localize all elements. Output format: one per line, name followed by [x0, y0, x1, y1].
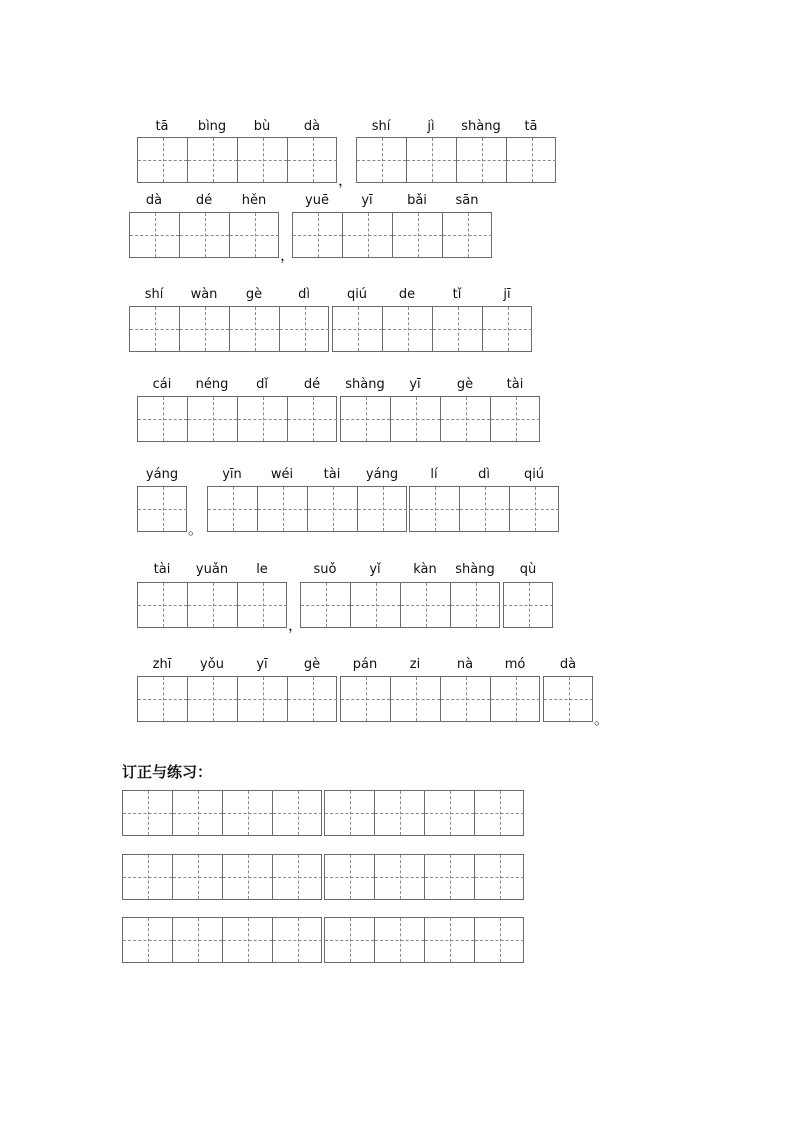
pinyin-syllable: jì — [427, 119, 435, 134]
character-box-group[interactable] — [207, 486, 407, 532]
writing-cell[interactable] — [506, 138, 556, 182]
writing-cell[interactable] — [257, 487, 307, 531]
writing-cell[interactable] — [222, 918, 272, 962]
punctuation-mark: ， — [280, 246, 296, 264]
pinyin-syllable: qiú — [523, 467, 545, 482]
writing-cell[interactable] — [187, 138, 237, 182]
writing-cell[interactable] — [307, 487, 357, 531]
pinyin-syllable: tǐ — [452, 287, 462, 302]
pinyin-syllable: yáng — [145, 467, 179, 482]
pinyin-syllable: zhī — [152, 657, 172, 672]
punctuation-mark: ， — [338, 171, 354, 189]
writing-cell[interactable] — [237, 397, 287, 441]
writing-cell[interactable] — [172, 855, 222, 899]
pinyin-syllable: suǒ — [313, 562, 337, 577]
writing-cell[interactable] — [272, 918, 322, 962]
pinyin-syllable: le — [256, 562, 268, 577]
practice-box-group[interactable] — [122, 790, 322, 836]
character-box-group[interactable] — [129, 212, 279, 258]
character-box-group[interactable] — [409, 486, 559, 532]
writing-cell[interactable] — [279, 307, 329, 351]
writing-cell[interactable] — [172, 918, 222, 962]
pinyin-syllable: néng — [195, 377, 229, 392]
writing-cell[interactable] — [123, 918, 172, 962]
writing-cell[interactable] — [325, 791, 374, 835]
writing-cell[interactable] — [229, 307, 279, 351]
writing-cell[interactable] — [237, 138, 287, 182]
writing-cell[interactable] — [237, 677, 287, 721]
pinyin-syllable: yuē — [305, 193, 329, 208]
punctuation-mark: 。 — [594, 710, 610, 728]
pinyin-syllable: yǐ — [369, 562, 381, 577]
writing-cell[interactable] — [187, 677, 237, 721]
writing-cell[interactable] — [374, 918, 424, 962]
writing-cell[interactable] — [374, 855, 424, 899]
pinyin-syllable: yuǎn — [195, 562, 229, 577]
pinyin-syllable: bǎi — [407, 193, 427, 208]
pinyin-syllable: yī — [409, 377, 421, 392]
writing-cell[interactable] — [357, 487, 407, 531]
practice-box-group[interactable] — [122, 917, 322, 963]
pinyin-syllable: shí — [144, 287, 164, 302]
pinyin-syllable: gè — [303, 657, 321, 672]
writing-cell[interactable] — [392, 213, 442, 257]
punctuation-mark: 。 — [188, 520, 204, 538]
writing-cell[interactable] — [272, 855, 322, 899]
writing-cell[interactable] — [325, 855, 374, 899]
writing-cell[interactable] — [123, 855, 172, 899]
pinyin-syllable: jī — [503, 287, 511, 302]
pinyin-syllable: tài — [323, 467, 341, 482]
pinyin-syllable: tài — [506, 377, 524, 392]
punctuation-mark: ， — [288, 616, 304, 634]
pinyin-syllable: shàng — [345, 377, 385, 392]
writing-cell[interactable] — [222, 855, 272, 899]
writing-cell[interactable] — [287, 397, 337, 441]
pinyin-syllable: bìng — [197, 119, 227, 134]
pinyin-syllable: mó — [504, 657, 526, 672]
character-box-group[interactable] — [137, 582, 287, 628]
pinyin-syllable: de — [398, 287, 416, 302]
writing-cell[interactable] — [341, 677, 390, 721]
writing-cell[interactable] — [301, 583, 350, 627]
character-box-group[interactable] — [340, 676, 540, 722]
pinyin-syllable: tài — [153, 562, 171, 577]
pinyin-syllable: kàn — [413, 562, 437, 577]
writing-cell[interactable] — [509, 487, 559, 531]
writing-cell[interactable] — [490, 677, 540, 721]
writing-cell[interactable] — [272, 791, 322, 835]
pinyin-syllable: dé — [303, 377, 321, 392]
writing-cell[interactable] — [442, 213, 492, 257]
practice-box-group[interactable] — [324, 854, 524, 900]
writing-cell[interactable] — [350, 583, 400, 627]
pinyin-syllable: yǒu — [200, 657, 224, 672]
character-box-group[interactable] — [129, 306, 329, 352]
writing-cell[interactable] — [287, 138, 337, 182]
pinyin-syllable: sān — [455, 193, 479, 208]
character-box-group[interactable] — [137, 676, 337, 722]
pinyin-syllable: pán — [352, 657, 378, 672]
writing-cell[interactable] — [342, 213, 392, 257]
writing-cell[interactable] — [474, 918, 524, 962]
writing-cell[interactable] — [138, 138, 187, 182]
character-box-group[interactable] — [137, 486, 187, 532]
writing-cell[interactable] — [123, 791, 172, 835]
pinyin-syllable: dà — [145, 193, 163, 208]
writing-cell[interactable] — [440, 397, 490, 441]
character-box-group[interactable] — [292, 212, 492, 258]
writing-cell[interactable] — [406, 138, 456, 182]
pinyin-syllable: gè — [245, 287, 263, 302]
character-box-group[interactable] — [300, 582, 500, 628]
writing-cell[interactable] — [208, 487, 257, 531]
writing-cell[interactable] — [432, 307, 482, 351]
pinyin-syllable: tā — [524, 119, 538, 134]
writing-cell[interactable] — [287, 677, 337, 721]
writing-cell[interactable] — [229, 213, 279, 257]
writing-cell[interactable] — [325, 918, 374, 962]
pinyin-syllable: dà — [559, 657, 577, 672]
pinyin-syllable: zi — [409, 657, 421, 672]
pinyin-syllable: yīn — [222, 467, 242, 482]
writing-cell[interactable] — [400, 583, 450, 627]
pinyin-syllable: yī — [361, 193, 373, 208]
writing-cell[interactable] — [357, 138, 406, 182]
writing-cell[interactable] — [138, 583, 187, 627]
pinyin-syllable: qiú — [346, 287, 368, 302]
writing-cell[interactable] — [374, 791, 424, 835]
writing-cell[interactable] — [490, 397, 540, 441]
pinyin-syllable: tā — [155, 119, 169, 134]
pinyin-syllable: dì — [298, 287, 310, 302]
writing-cell[interactable] — [138, 677, 187, 721]
character-box-group[interactable] — [340, 396, 540, 442]
correction-heading: 订正与练习： — [122, 763, 213, 781]
writing-cell[interactable] — [456, 138, 506, 182]
writing-cell[interactable] — [172, 791, 222, 835]
writing-cell[interactable] — [179, 213, 229, 257]
pinyin-syllable: dé — [195, 193, 213, 208]
pinyin-syllable: cái — [152, 377, 172, 392]
writing-cell[interactable] — [187, 583, 237, 627]
writing-cell[interactable] — [138, 397, 187, 441]
character-box-group[interactable] — [543, 676, 593, 722]
writing-cell[interactable] — [474, 791, 524, 835]
writing-cell[interactable] — [459, 487, 509, 531]
writing-cell[interactable] — [424, 918, 474, 962]
character-box-group[interactable] — [332, 306, 532, 352]
character-box-group[interactable] — [503, 582, 553, 628]
writing-cell[interactable] — [222, 791, 272, 835]
writing-cell[interactable] — [450, 583, 500, 627]
writing-cell[interactable] — [544, 677, 593, 721]
writing-cell[interactable] — [237, 583, 287, 627]
writing-cell[interactable] — [138, 487, 187, 531]
writing-cell[interactable] — [130, 213, 179, 257]
writing-cell[interactable] — [410, 487, 459, 531]
practice-box-group[interactable] — [324, 917, 524, 963]
pinyin-syllable: shí — [371, 119, 391, 134]
pinyin-syllable: dà — [303, 119, 321, 134]
writing-cell[interactable] — [440, 677, 490, 721]
pinyin-syllable: nà — [456, 657, 474, 672]
pinyin-syllable: shàng — [461, 119, 501, 134]
pinyin-syllable: shàng — [455, 562, 495, 577]
pinyin-syllable: lí — [430, 467, 438, 482]
writing-cell[interactable] — [382, 307, 432, 351]
pinyin-syllable: wàn — [190, 287, 218, 302]
writing-cell[interactable] — [474, 855, 524, 899]
writing-cell[interactable] — [187, 397, 237, 441]
writing-cell[interactable] — [482, 307, 532, 351]
writing-cell[interactable] — [424, 855, 474, 899]
writing-cell[interactable] — [424, 791, 474, 835]
pinyin-syllable: bù — [253, 119, 271, 134]
pinyin-syllable: dì — [478, 467, 490, 482]
writing-cell[interactable] — [293, 213, 342, 257]
pinyin-syllable: yī — [256, 657, 268, 672]
practice-box-group[interactable] — [324, 790, 524, 836]
pinyin-syllable: wéi — [270, 467, 294, 482]
practice-box-group[interactable] — [122, 854, 322, 900]
pinyin-syllable: dǐ — [256, 377, 268, 392]
writing-cell[interactable] — [390, 677, 440, 721]
character-box-group[interactable] — [137, 396, 337, 442]
character-box-group[interactable] — [356, 137, 556, 183]
pinyin-syllable: hěn — [241, 193, 267, 208]
writing-cell[interactable] — [179, 307, 229, 351]
writing-cell[interactable] — [341, 397, 390, 441]
writing-cell[interactable] — [130, 307, 179, 351]
pinyin-syllable: gè — [456, 377, 474, 392]
writing-cell[interactable] — [504, 583, 553, 627]
writing-cell[interactable] — [333, 307, 382, 351]
pinyin-syllable: yáng — [365, 467, 399, 482]
pinyin-syllable: qù — [519, 562, 537, 577]
writing-cell[interactable] — [390, 397, 440, 441]
character-box-group[interactable] — [137, 137, 337, 183]
